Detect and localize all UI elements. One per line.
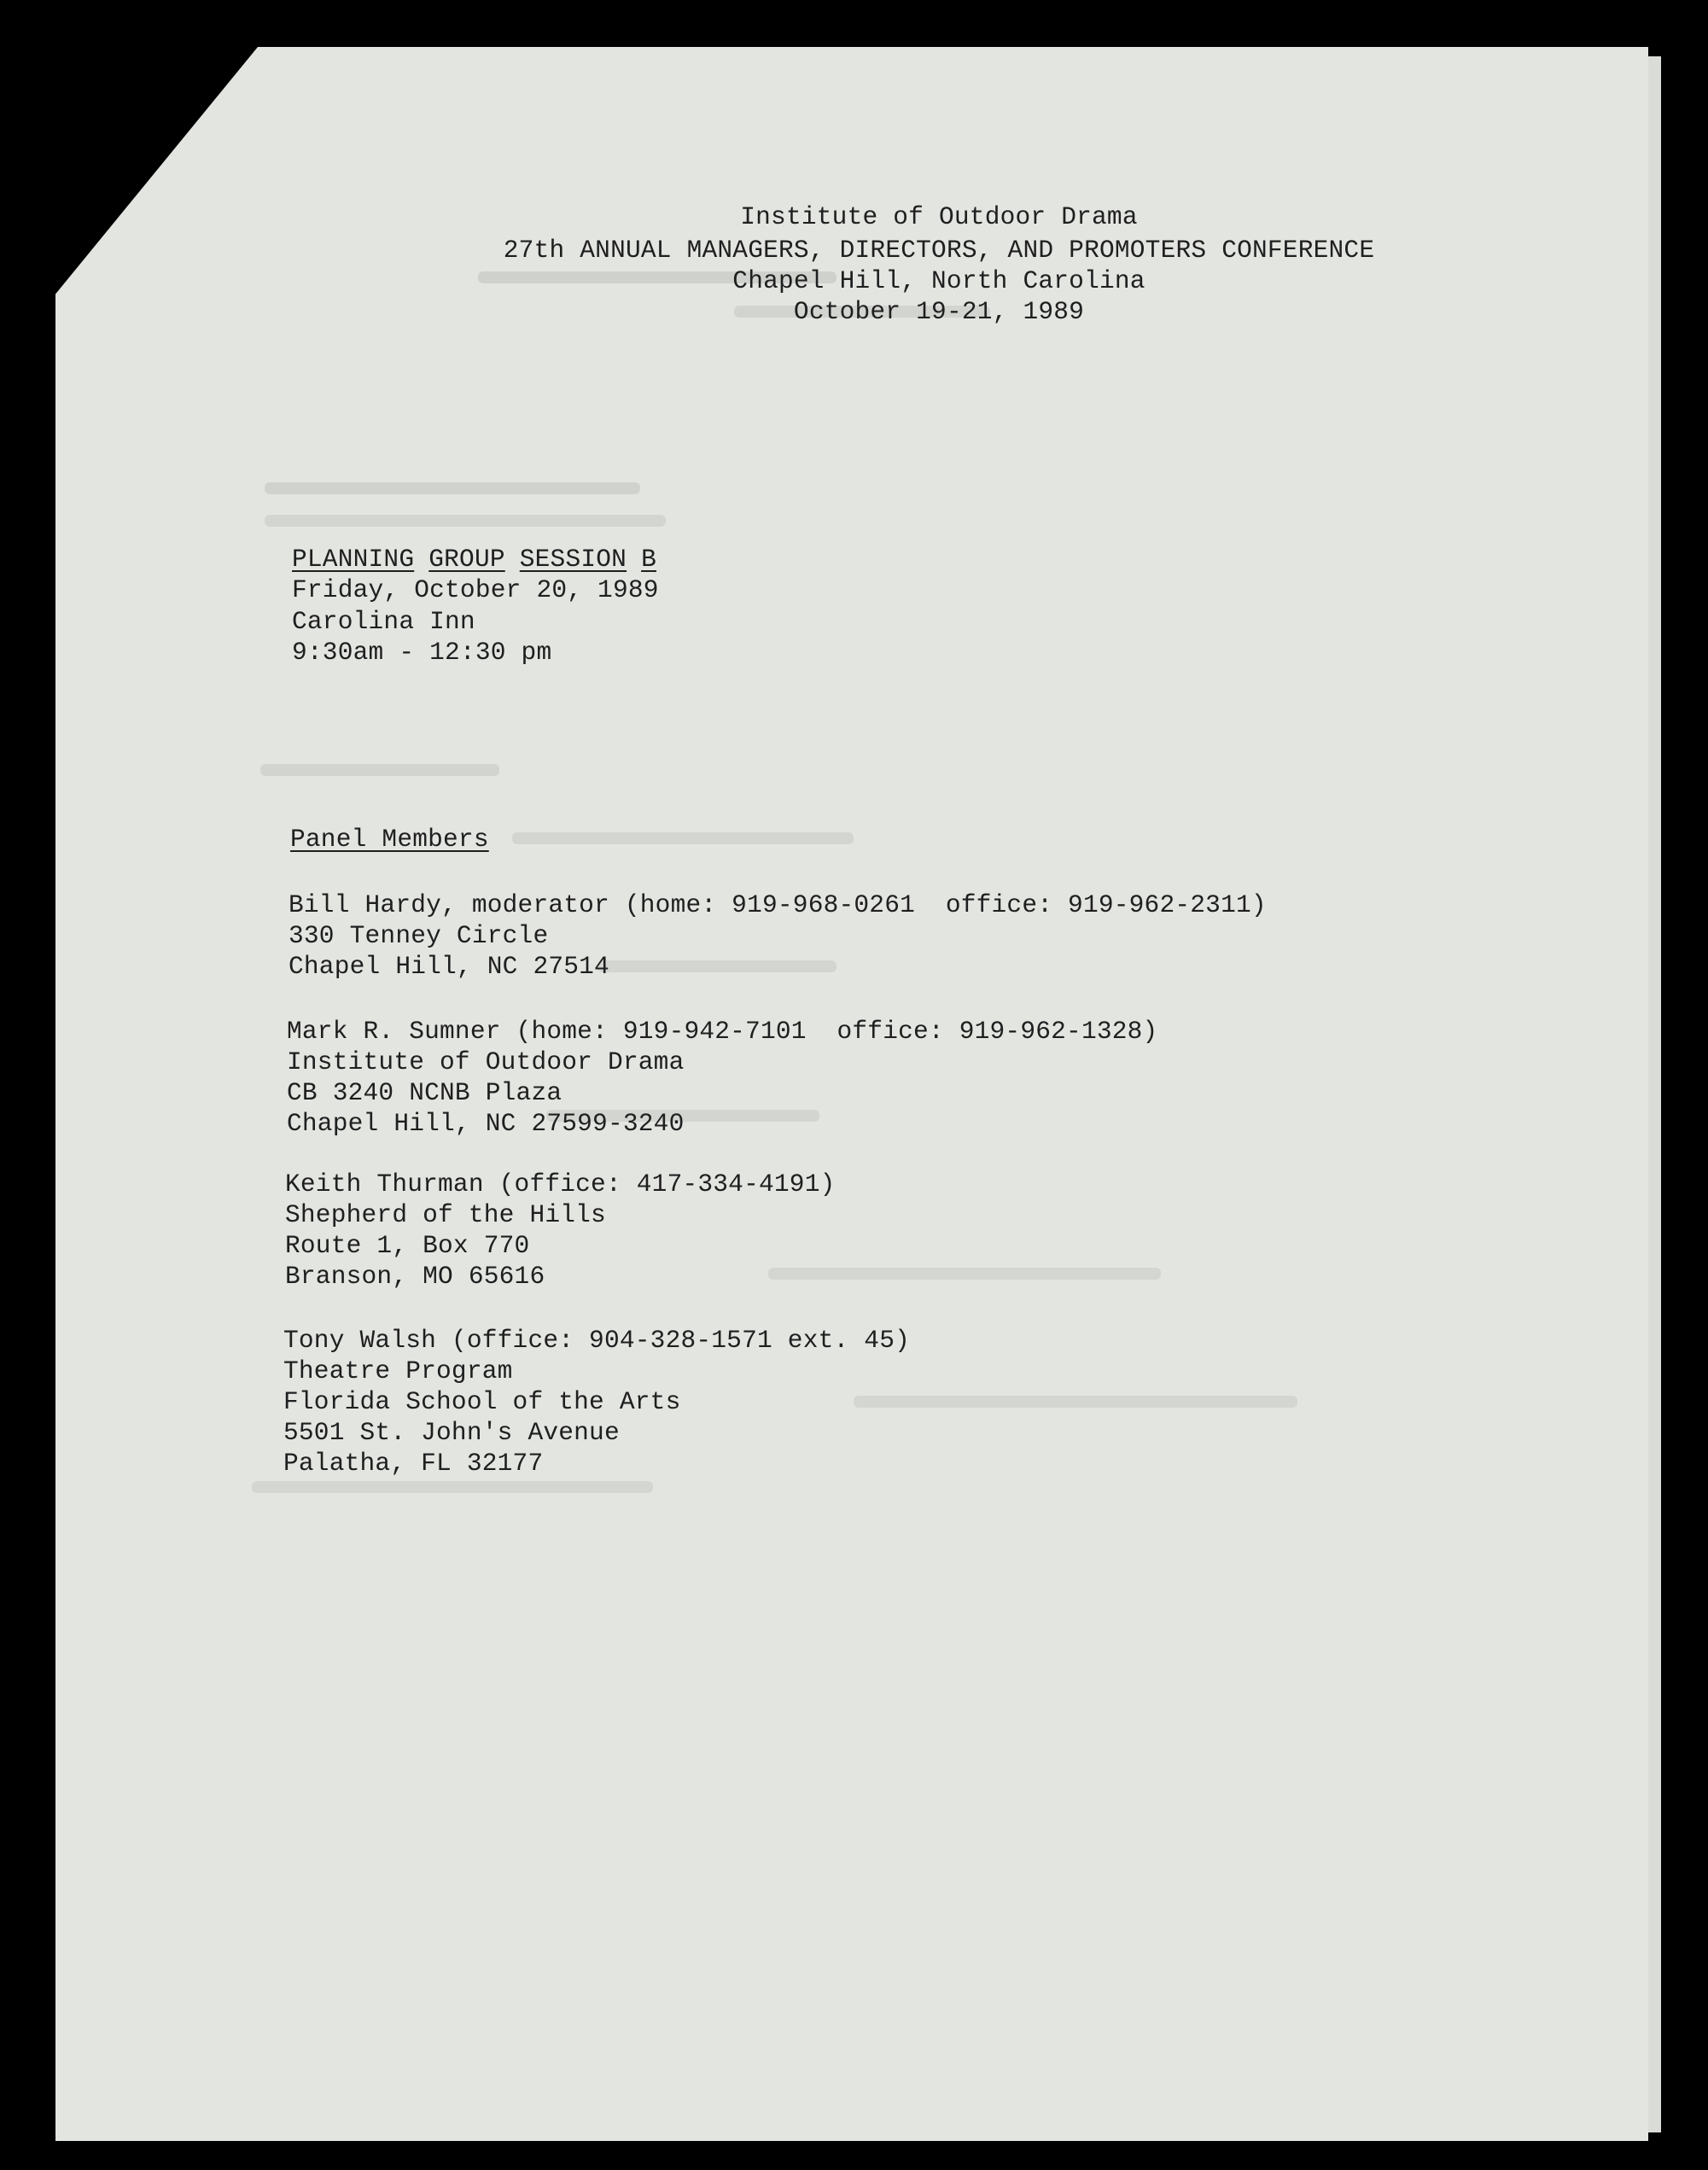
member-line: Chapel Hill, NC 27599-3240 [287, 1109, 685, 1138]
session-title-word: GROUP [428, 545, 505, 574]
session-location: Carolina Inn [292, 607, 475, 636]
member-line: Bill Hardy, moderator (home: 919-968-0261 office: 919-962-2311) [289, 890, 1267, 919]
session-title-word: PLANNING [292, 545, 415, 574]
session-title-word: B [641, 545, 656, 574]
session-date: Friday, October 20, 1989 [292, 575, 659, 604]
member-line: CB 3240 NCNB Plaza [287, 1078, 563, 1107]
header-dates: October 19-21, 1989 [793, 297, 1085, 326]
member-line: Institute of Outdoor Drama [287, 1047, 685, 1076]
header-location: Chapel Hill, North Carolina [732, 266, 1145, 295]
session-title [292, 544, 656, 575]
member-line: 330 Tenney Circle [289, 921, 549, 950]
member-line: Theatre Program [283, 1356, 513, 1385]
member-line: Tony Walsh (office: 904-328-1571 ext. 45) [283, 1326, 911, 1355]
session-time: 9:30am - 12:30 pm [292, 638, 552, 667]
member-line: 5501 St. John's Avenue [283, 1418, 620, 1447]
member-line: Shepherd of the Hills [285, 1200, 606, 1229]
member-line: Palatha, FL 32177 [283, 1449, 544, 1478]
member-line: Keith Thurman (office: 417-334-4191) [285, 1170, 836, 1199]
header-conference: 27th ANNUAL MANAGERS, DIRECTORS, AND PROMOTERS CONFERENCE [503, 236, 1375, 265]
member-line: Florida School of the Arts [283, 1387, 681, 1416]
member-line: Mark R. Sumner (home: 919-942-7101 office: 919-962-1328) [287, 1017, 1158, 1046]
member-line: Branson, MO 65616 [285, 1262, 545, 1291]
member-line: Route 1, Box 770 [285, 1231, 530, 1260]
session-title-word: SESSION [519, 545, 627, 574]
member-line: Chapel Hill, NC 27514 [289, 952, 609, 981]
header-institute: Institute of Outdoor Drama [740, 202, 1138, 231]
panel-heading: Panel Members [290, 825, 489, 854]
